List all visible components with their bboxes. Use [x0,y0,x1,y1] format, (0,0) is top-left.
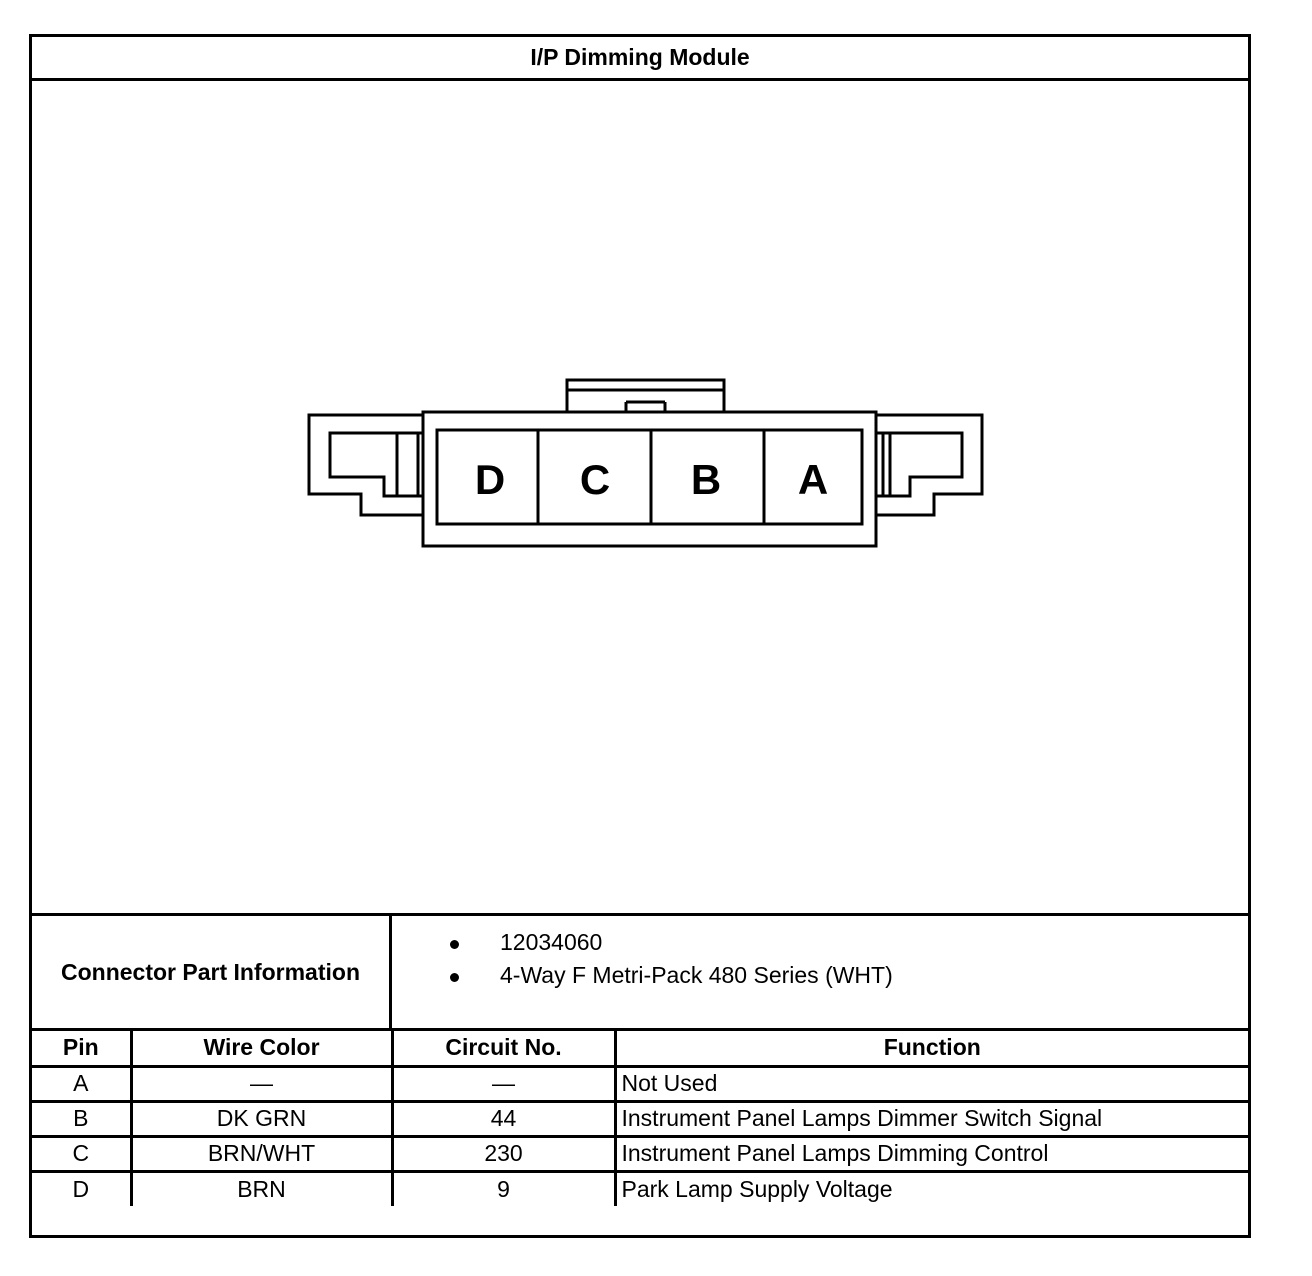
part-info-label: Connector Part Information [32,916,392,1028]
cavity-label-a: A [797,456,829,503]
function-cell: Park Lamp Supply Voltage [615,1171,1248,1206]
pin-cell: A [32,1066,131,1101]
pin-cell: D [32,1171,131,1206]
part-number: 12034060 [500,929,603,955]
circuit-cell: 9 [392,1171,615,1206]
header-wire-color: Wire Color [131,1031,392,1066]
cavity-label-d: D [474,456,506,503]
circuit-cell: — [392,1066,615,1101]
table-row [32,1171,1248,1206]
wire-color-cell: DK GRN [131,1101,392,1136]
function-cell: Not Used [615,1066,1248,1101]
wire-color-cell: BRN [131,1171,392,1206]
cavity-label-c: C [579,456,611,503]
wire-color-cell: BRN/WHT [131,1136,392,1171]
connector-part-info [32,913,1248,1031]
table-header-row [32,1031,1248,1066]
connector-face-drawing [32,81,1248,913]
pinout-table [32,1031,1248,1206]
module-title: I/P Dimming Module [32,37,1248,81]
circuit-cell: 44 [392,1101,615,1136]
connector-diagram [32,81,1248,913]
function-cell: Instrument Panel Lamps Dimming Control [615,1136,1248,1171]
pin-cell: B [32,1101,131,1136]
connector-sheet [29,34,1251,1238]
part-info-list [392,916,1248,1028]
bullet-icon [450,973,459,982]
table-row [32,1066,1248,1101]
cavity-label-b: B [690,456,722,503]
pin-cell: C [32,1136,131,1171]
table-row [32,1136,1248,1171]
circuit-cell: 230 [392,1136,615,1171]
header-function: Function [615,1031,1248,1066]
header-circuit: Circuit No. [392,1031,615,1066]
connector-description: 4-Way F Metri-Pack 480 Series (WHT) [500,962,893,988]
table-row [32,1101,1248,1136]
bullet-icon [450,940,459,949]
function-cell: Instrument Panel Lamps Dimmer Switch Signal [615,1101,1248,1136]
wire-color-cell: — [131,1066,392,1101]
connector-body [309,380,982,546]
header-pin: Pin [32,1031,131,1066]
